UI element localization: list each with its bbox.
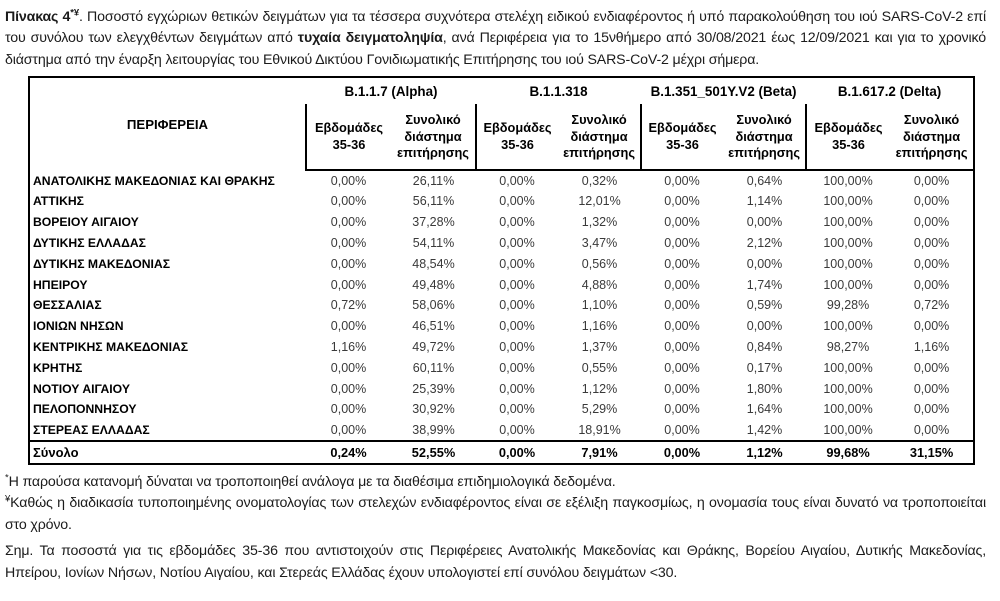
value-cell: 0,00% bbox=[746, 256, 783, 271]
subheader-weeks: Εβδομάδες 35-36 bbox=[641, 104, 723, 170]
value-cell: 0,00% bbox=[330, 194, 367, 209]
subheader-weeks: Εβδομάδες 35-36 bbox=[306, 104, 391, 170]
caption-bold-phrase: τυχαία δειγματοληψία bbox=[297, 30, 443, 47]
value-cell: 1,80% bbox=[746, 381, 783, 396]
value-cell: 1,14% bbox=[746, 194, 783, 209]
total-value-cell: 0,00% bbox=[641, 441, 723, 464]
value-cell: 1,16% bbox=[913, 339, 950, 354]
variant-header-delta: B.1.617.2 (Delta) bbox=[837, 83, 942, 99]
value-cell: 0,00% bbox=[746, 319, 783, 334]
region-cell: ΘΕΣΣΑΛΙΑΣ bbox=[33, 298, 102, 313]
total-value-cell: 99,68% bbox=[806, 441, 890, 464]
value-cell: 1,10% bbox=[581, 298, 618, 313]
value-cell: 0,17% bbox=[746, 360, 783, 375]
value-cell: 0,00% bbox=[913, 319, 950, 334]
value-cell: 0,59% bbox=[746, 298, 783, 313]
value-cell: 1,12% bbox=[581, 381, 618, 396]
value-cell: 0,00% bbox=[499, 360, 535, 375]
region-cell: ΚΡΗΤΗΣ bbox=[33, 360, 83, 375]
value-cell: 0,00% bbox=[499, 256, 535, 271]
region-cell: ΝΟΤΙΟΥ ΑΙΓΑΙΟΥ bbox=[33, 381, 130, 396]
subheader-weeks: Εβδομάδες 35-36 bbox=[806, 104, 890, 170]
total-value-cell: 0,00% bbox=[476, 441, 558, 464]
value-cell: 0,00% bbox=[499, 215, 535, 230]
total-value-cell: 31,15% bbox=[890, 441, 974, 464]
table-row bbox=[29, 316, 974, 337]
footnote-text: Σημ. Τα ποσοστά για τις εβδομάδες 35-36 που αντιστοιχούν στις Περιφέρειες Ανατολικής Μακεδονίας και Θράκης, Βορείου Αιγαίου, Δυτικής Μακεδονίας, Ηπείρου, Ιονίων Νήσων, Νοτίου Αιγαίου, και Στερεάς Ελλάδας έχουν υπολογιστεί επί συνόλου δειγμάτων <30. bbox=[5, 543, 986, 581]
value-cell: 1,16% bbox=[581, 319, 618, 334]
footnote-marker: ¥ bbox=[5, 493, 11, 505]
value-cell: 0,00% bbox=[913, 215, 950, 230]
table-row bbox=[29, 253, 974, 274]
total-row bbox=[29, 441, 974, 464]
table-row bbox=[29, 212, 974, 233]
value-cell: 100,00% bbox=[823, 174, 873, 189]
value-cell: 0,00% bbox=[913, 381, 950, 396]
value-cell: 0,00% bbox=[330, 236, 367, 250]
value-cell: 0,72% bbox=[913, 298, 950, 313]
value-cell: 49,48% bbox=[412, 277, 455, 292]
value-cell: 100,00% bbox=[823, 422, 873, 437]
region-cell: ΑΤΤΙΚΗΣ bbox=[33, 194, 84, 209]
total-value-cell: 1,12% bbox=[723, 441, 806, 464]
value-cell: 0,00% bbox=[499, 194, 535, 209]
value-cell: 0,32% bbox=[581, 174, 618, 189]
value-cell: 0,00% bbox=[499, 298, 535, 313]
value-cell: 26,11% bbox=[412, 174, 455, 189]
value-cell: 0,00% bbox=[664, 360, 700, 375]
value-cell: 1,37% bbox=[581, 339, 618, 354]
value-cell: 60,11% bbox=[412, 360, 455, 375]
subheader-total-period: Συνολικό διάστημα επιτήρησης bbox=[391, 104, 476, 170]
footnote-marker: * bbox=[5, 471, 9, 483]
value-cell: 0,00% bbox=[499, 319, 535, 334]
value-cell: 0,00% bbox=[330, 319, 367, 334]
value-cell: 100,00% bbox=[823, 319, 873, 334]
total-value-cell: 7,91% bbox=[558, 441, 641, 464]
value-cell: 0,00% bbox=[330, 381, 367, 396]
subheader-total-period: Συνολικό διάστημα επιτήρησης bbox=[723, 104, 806, 170]
value-cell: 0,00% bbox=[330, 215, 367, 230]
caption-superscript: *¥ bbox=[70, 7, 79, 19]
region-cell: ΒΟΡΕΙΟΥ ΑΙΓΑΙΟΥ bbox=[33, 215, 139, 230]
value-cell: 0,00% bbox=[664, 236, 700, 250]
table-row bbox=[29, 420, 974, 441]
value-cell: 0,00% bbox=[664, 402, 700, 417]
caption-label bbox=[5, 9, 79, 25]
value-cell: 0,00% bbox=[499, 381, 535, 396]
footnotes-section bbox=[5, 472, 986, 585]
value-cell: 0,00% bbox=[499, 402, 535, 417]
value-cell: 18,91% bbox=[578, 422, 621, 437]
value-cell: 0,00% bbox=[913, 360, 950, 375]
subheader-weeks: Εβδομάδες 35-36 bbox=[476, 104, 558, 170]
value-cell: 100,00% bbox=[823, 215, 873, 230]
value-cell: 49,72% bbox=[412, 339, 455, 354]
value-cell: 12,01% bbox=[578, 194, 621, 209]
value-cell: 0,00% bbox=[330, 360, 367, 375]
table-body bbox=[29, 170, 974, 440]
value-cell: 100,00% bbox=[823, 277, 873, 292]
value-cell: 0,00% bbox=[330, 277, 367, 292]
value-cell: 1,74% bbox=[746, 277, 783, 292]
variants-table bbox=[28, 76, 975, 464]
value-cell: 54,11% bbox=[412, 236, 455, 250]
value-cell: 46,51% bbox=[412, 319, 455, 334]
footnote-nomenclature bbox=[5, 493, 986, 536]
value-cell: 0,00% bbox=[664, 256, 700, 271]
value-cell: 0,00% bbox=[913, 422, 950, 437]
value-cell: 0,00% bbox=[330, 256, 367, 271]
table-row bbox=[29, 357, 974, 378]
variant-header-row bbox=[29, 77, 974, 104]
subheader-total-period: Συνολικό διάστημα επιτήρησης bbox=[558, 104, 641, 170]
value-cell: 0,72% bbox=[330, 298, 367, 313]
table-row bbox=[29, 399, 974, 420]
region-cell: ΣΤΕΡΕΑΣ ΕΛΛΑΔΑΣ bbox=[33, 422, 150, 437]
value-cell: 30,92% bbox=[412, 402, 455, 417]
value-cell: 100,00% bbox=[823, 360, 873, 375]
value-cell: 0,64% bbox=[746, 174, 783, 189]
footnote-sample-size bbox=[5, 541, 986, 584]
value-cell: 0,00% bbox=[664, 298, 700, 313]
table-caption bbox=[5, 7, 986, 71]
table-row bbox=[29, 191, 974, 212]
value-cell: 4,88% bbox=[581, 277, 618, 292]
value-cell: 0,00% bbox=[330, 402, 367, 417]
value-cell: 1,16% bbox=[330, 339, 367, 354]
value-cell: 38,99% bbox=[412, 422, 455, 437]
region-cell: ΚΕΝΤΡΙΚΗΣ ΜΑΚΕΔΟΝΙΑΣ bbox=[33, 339, 189, 354]
variant-header-alpha: B.1.1.7 (Alpha) bbox=[344, 83, 438, 99]
value-cell: 0,56% bbox=[581, 256, 618, 271]
total-value-cell: 0,24% bbox=[306, 441, 391, 464]
value-cell: 0,84% bbox=[746, 339, 783, 354]
footnote-text: Καθώς η διαδικασία τυποποιημένης ονοματολογίας των στελεχών ενδιαφέροντος είναι σε εξέλιξη παγκοσμίως, η ονομασία τους είναι δυνατό να τροποποιείται στο χρόνο. bbox=[5, 495, 986, 533]
region-column-header: ΠΕΡΙΦΕΡΕΙΑ bbox=[126, 116, 209, 132]
value-cell: 0,00% bbox=[499, 422, 535, 437]
value-cell: 5,29% bbox=[581, 402, 618, 417]
caption-text-1: . Ποσοστό εγχώριων θετικών δειγμάτων για τα τέσσερα συχνότερα στελέχη ειδικού ενδιαφέροντος ή υπό παρακολούθηση του ιού SARS-CoV-2 επί του συνόλου των ελεγχθέντων δειγμάτων από bbox=[5, 9, 986, 47]
value-cell: 0,55% bbox=[581, 360, 618, 375]
caption-text-2: , ανά Περιφέρεια για το 15νθήμερο από 30/08/2021 έως 12/09/2021 και για το χρονικό διάστημα από την έναρξη λειτουργίας του Εθνικού Δικτύου Γονιδιωματικής Επιτήρησης του ιού SARS-CoV-2 μέχρι σήμερα. bbox=[5, 30, 987, 68]
variant-header-beta: B.1.351_501Y.V2 (Beta) bbox=[650, 83, 797, 99]
value-cell: 0,00% bbox=[913, 194, 950, 209]
table-row bbox=[29, 233, 974, 254]
value-cell: 0,00% bbox=[499, 339, 535, 354]
variant-header-b11318: B.1.1.318 bbox=[529, 83, 588, 99]
value-cell: 0,00% bbox=[746, 215, 783, 230]
value-cell: 99,28% bbox=[826, 298, 870, 313]
value-cell: 48,54% bbox=[412, 256, 455, 271]
value-cell: 0,00% bbox=[499, 236, 535, 250]
value-cell: 0,00% bbox=[913, 402, 950, 417]
value-cell: 0,00% bbox=[664, 215, 700, 230]
region-cell: ΔΥΤΙΚΗΣ ΕΛΛΑΔΑΣ bbox=[33, 236, 146, 250]
value-cell: 0,00% bbox=[664, 277, 700, 292]
table-row bbox=[29, 170, 974, 191]
value-cell: 100,00% bbox=[823, 402, 873, 417]
value-cell: 100,00% bbox=[823, 381, 873, 396]
value-cell: 25,39% bbox=[412, 381, 455, 396]
value-cell: 0,00% bbox=[664, 319, 700, 334]
value-cell: 0,00% bbox=[664, 194, 700, 209]
value-cell: 0,00% bbox=[664, 381, 700, 396]
value-cell: 0,00% bbox=[913, 277, 950, 292]
value-cell: 0,00% bbox=[330, 422, 367, 437]
value-cell: 100,00% bbox=[823, 194, 873, 209]
value-cell: 0,00% bbox=[913, 236, 950, 250]
value-cell: 1,64% bbox=[746, 402, 783, 417]
table-row bbox=[29, 337, 974, 358]
value-cell: 98,27% bbox=[826, 339, 870, 354]
caption-label-text: Πίνακας 4 bbox=[5, 9, 71, 25]
footnote-distribution bbox=[5, 472, 986, 494]
total-value-cell: 52,55% bbox=[391, 441, 476, 464]
table-row bbox=[29, 295, 974, 316]
value-cell: 58,06% bbox=[412, 298, 455, 313]
region-cell: ΗΠΕΙΡΟΥ bbox=[33, 277, 88, 292]
region-cell: ΙΟΝΙΩΝ ΝΗΣΩΝ bbox=[33, 319, 124, 334]
table-row bbox=[29, 378, 974, 399]
value-cell: 0,00% bbox=[913, 174, 950, 189]
value-cell: 100,00% bbox=[823, 256, 873, 271]
region-cell: ΠΕΛΟΠΟΝΝΗΣΟΥ bbox=[33, 402, 137, 417]
value-cell: 37,28% bbox=[412, 215, 455, 230]
value-cell: 0,00% bbox=[499, 277, 535, 292]
region-cell: ΑΝΑΤΟΛΙΚΗΣ ΜΑΚΕΔΟΝΙΑΣ ΚΑΙ ΘΡΑΚΗΣ bbox=[33, 173, 275, 188]
footnote-text: Η παρούσα κατανομή δύναται να τροποποιηθεί ανάλογα με τα διαθέσιμα επιδημιολογικά δεδομένα. bbox=[8, 473, 616, 490]
subheader-total-period: Συνολικό διάστημα επιτήρησης bbox=[890, 104, 974, 170]
region-cell: ΔΥΤΙΚΗΣ ΜΑΚΕΔΟΝΙΑΣ bbox=[33, 256, 171, 271]
value-cell: 2,12% bbox=[746, 236, 783, 250]
value-cell: 1,42% bbox=[746, 422, 783, 437]
value-cell: 0,00% bbox=[330, 174, 367, 189]
value-cell: 56,11% bbox=[412, 194, 455, 209]
value-cell: 0,00% bbox=[664, 174, 700, 189]
value-cell: 0,00% bbox=[913, 256, 950, 271]
value-cell: 100,00% bbox=[823, 236, 873, 250]
total-label: Σύνολο bbox=[29, 441, 306, 464]
table-row bbox=[29, 274, 974, 295]
value-cell: 0,00% bbox=[664, 422, 700, 437]
value-cell: 1,32% bbox=[581, 215, 618, 230]
value-cell: 0,00% bbox=[664, 339, 700, 354]
value-cell: 0,00% bbox=[499, 174, 535, 189]
value-cell: 3,47% bbox=[581, 236, 618, 250]
